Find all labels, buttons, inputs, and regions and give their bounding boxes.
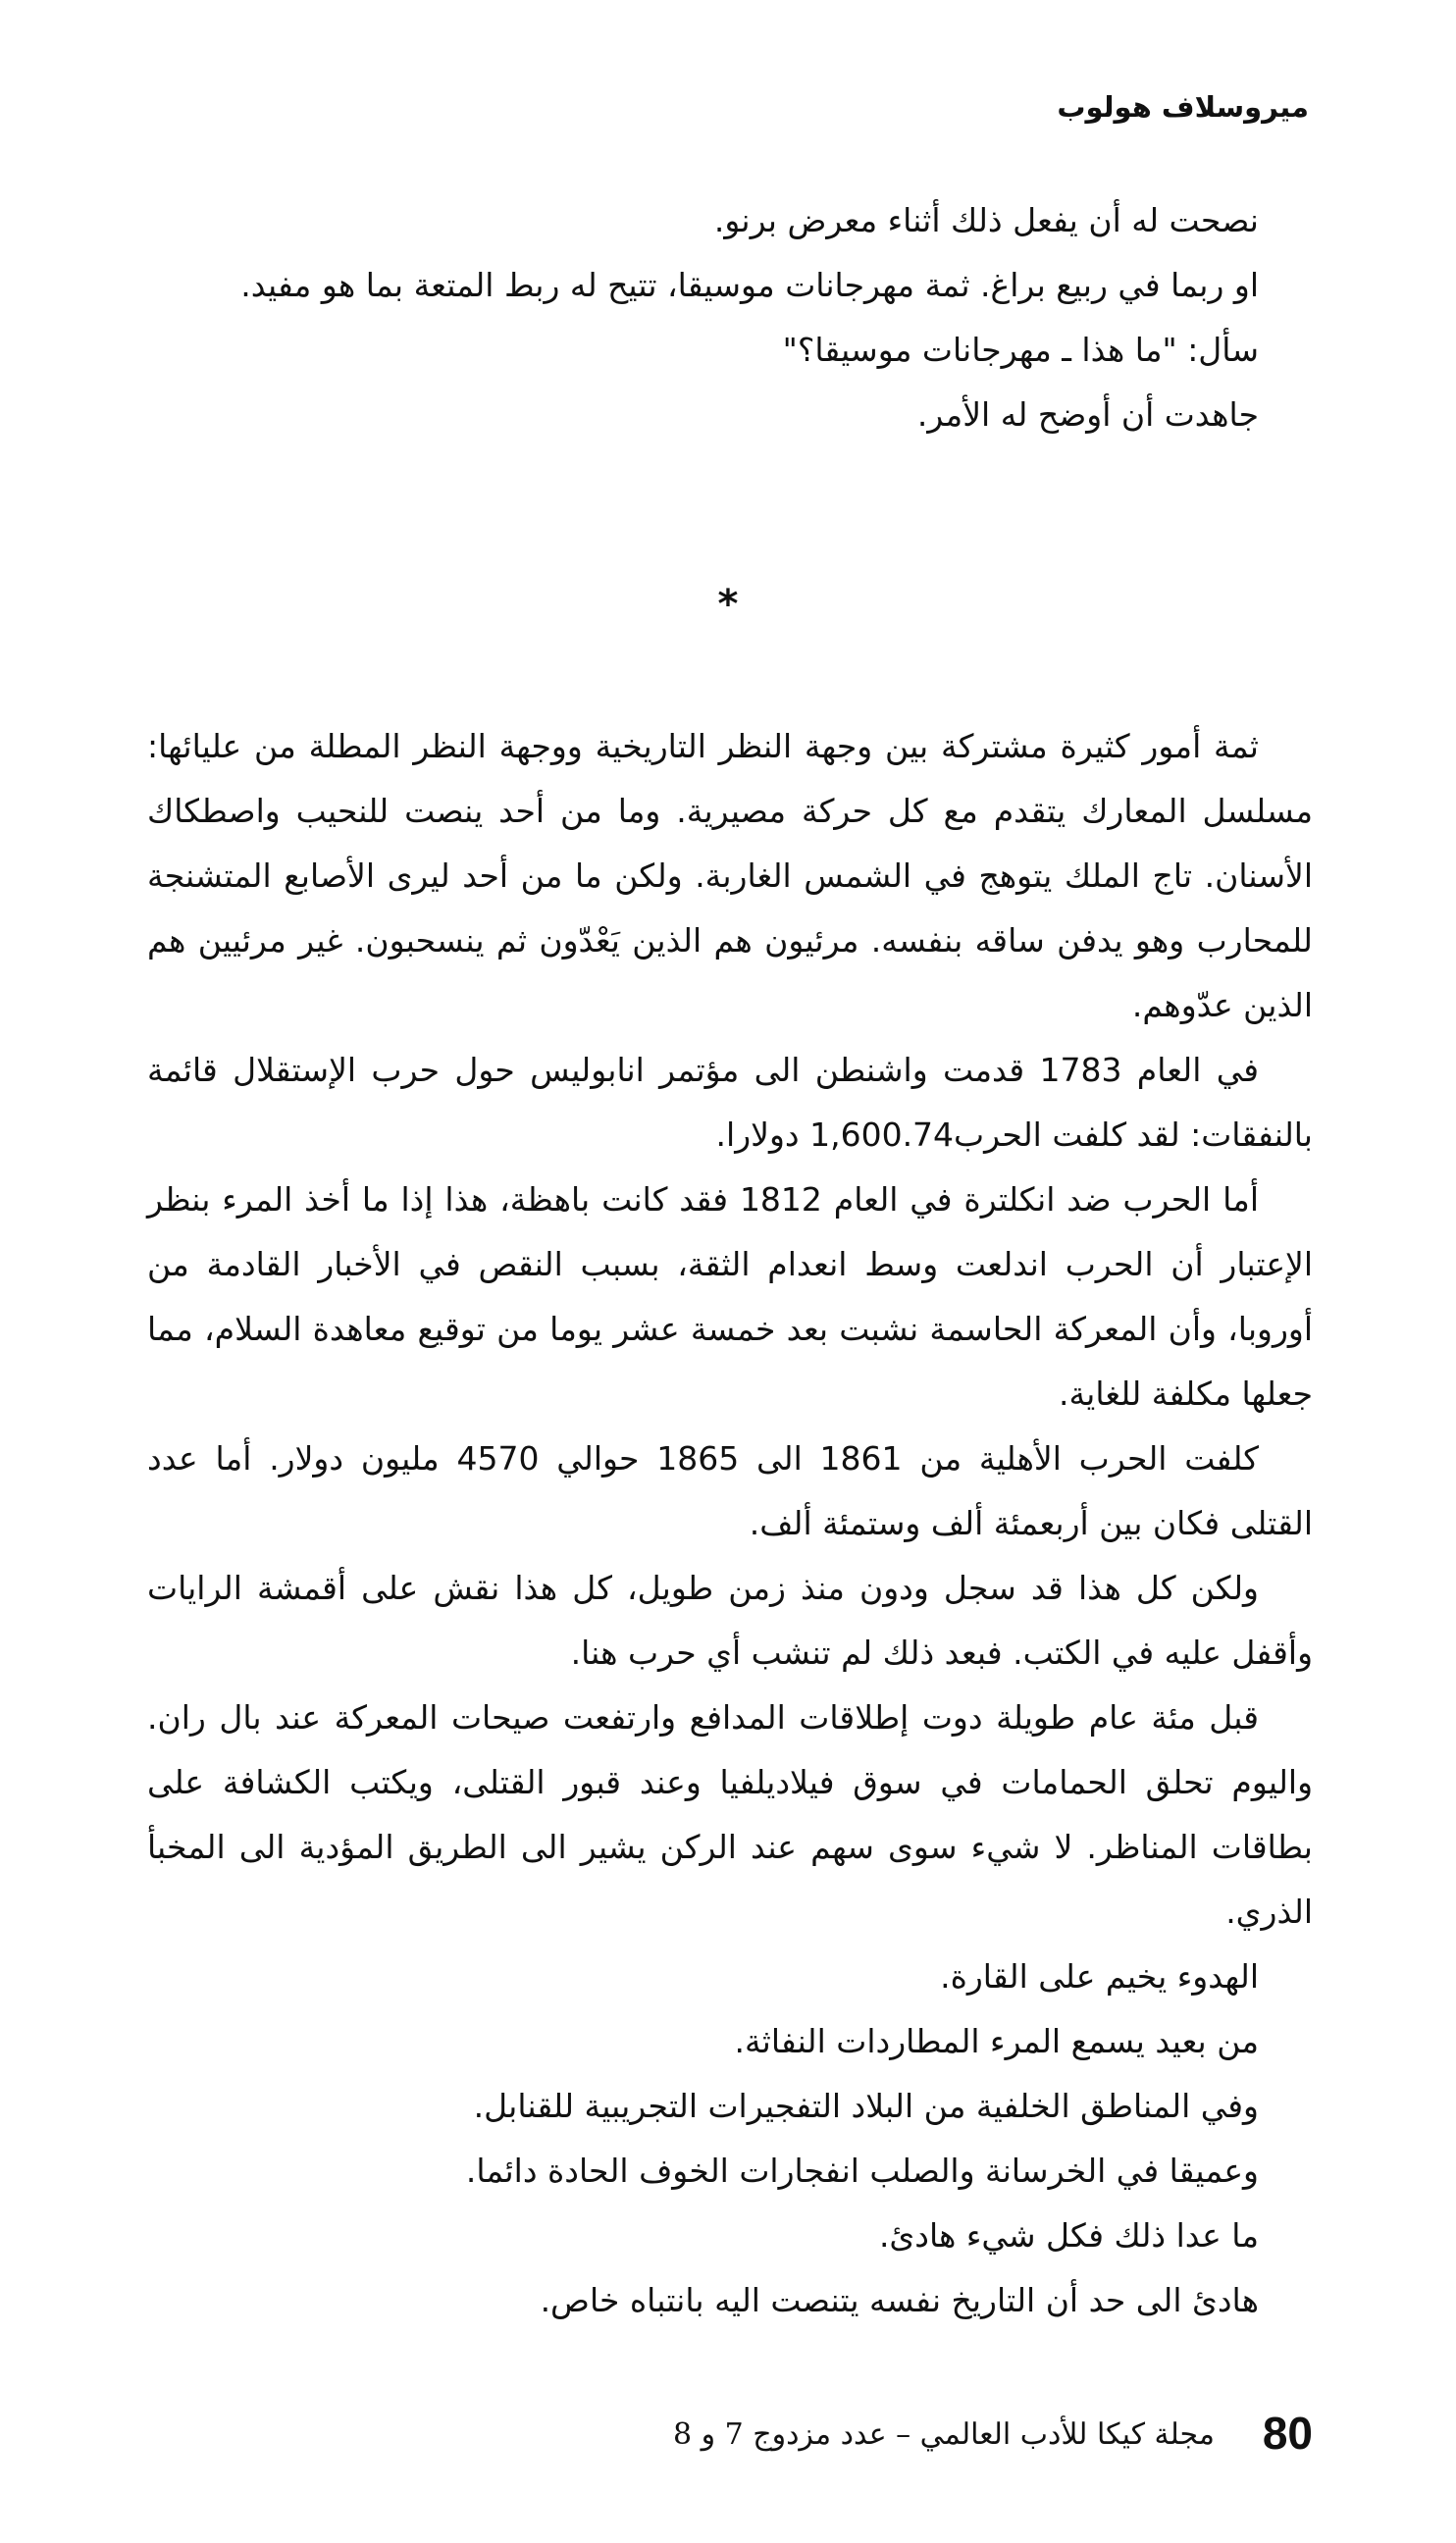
- body-paragraph: ثمة أمور كثيرة مشتركة بين وجهة النظر التاريخية ووجهة النظر المطلة من عليائها: مسلسل المعارك يتقدم مع كل حركة مصيرية. وما من أحد ينصت للنحيب واصطكاك الأسنان. تاج الملك يتوهج في الشمس الغاربة. ولكن ما من أحد ليرى الأصابع المتشنجة للمحارب وهو يدفن ساقه بنفسه. مرئيون هم الذين يَعْدّون ثم ينسحبون. غير مرئيين هم الذين عدّوهم.: [147, 727, 1313, 1024]
- verse-line: ما عدا ذلك فكل شيء هادئ.: [878, 2216, 1259, 2255]
- intro-text-block: [147, 188, 1313, 447]
- body-paragraph: قبل مئة عام طويلة دوت إطلاقات المدافع وارتفعت صيحات المعركة عند بال ران. واليوم تحلق الحمامات في سوق فيلاديلفيا وعند قبور القتلى، ويكتب الكشافة على بطاقات المناظر. لا شيء سوى سهم عند الركن يشير الى الطريق المؤدية الى المخبأ الذري.: [147, 1698, 1313, 1931]
- body-paragraph: ولكن كل هذا قد سجل ودون منذ زمن طويل، كل هذا نقش على أقمشة الرايات وأقفل عليه في الكتب. فبعد ذلك لم تنشب أي حرب هنا.: [147, 1569, 1313, 1672]
- body-paragraph: في العام 1783 قدمت واشنطن الى مؤتمر انابوليس حول حرب الإستقلال قائمة بالنفقات: لقد كلفت الحرب1,600.74 دولارا.: [147, 1051, 1313, 1154]
- verse-line: الهدوء يخيم على القارة.: [940, 1957, 1259, 1996]
- verse-line: وفي المناطق الخلفية من البلاد التفجيرات التجريبية للقنابل.: [473, 2087, 1259, 2125]
- body-paragraph: كلفت الحرب الأهلية من 1861 الى 1865 حوالي 4570 مليون دولار. أما عدد القتلى فكان بين أربعمئة ألف وستمئة ألف.: [147, 1439, 1313, 1542]
- intro-paragraph: سأل: "ما هذا ـ مهرجانات موسيقا؟": [782, 331, 1259, 369]
- verse-line: وعميقا في الخرسانة والصلب انفجارات الخوف الحادة دائما.: [465, 2152, 1259, 2190]
- page-footer: [147, 2404, 1313, 2463]
- intro-paragraph: نصحت له أن يفعل ذلك أثناء معرض برنو.: [713, 201, 1259, 239]
- verse-line: من بعيد يسمع المرء المطاردات النفاثة.: [734, 2022, 1259, 2060]
- running-header: ميروسلاف هولوب: [1057, 90, 1309, 124]
- journal-title: مجلة كيكا للأدب العالمي – عدد مزدوج 7 و 8: [672, 2417, 1215, 2452]
- verse-line: هادئ الى حد أن التاريخ نفسه يتنصت اليه بانتباه خاص.: [540, 2281, 1259, 2319]
- body-paragraph: أما الحرب ضد انكلترة في العام 1812 فقد كانت باهظة، هذا إذا ما أخذ المرء بنظر الإعتبار أن الحرب اندلعت وسط انعدام الثقة، بسبب النقص في الأخبار القادمة من أوروبا، وأن المعركة الحاسمة نشبت بعد خمسة عشر يوما من توقيع معاهدة السلام، مما جعلها مكلفة للغاية.: [147, 1180, 1313, 1413]
- section-separator: *: [717, 582, 739, 627]
- intro-paragraph: او ربما في ربيع براغ. ثمة مهرجانات موسيقا، تتيح له ربط المتعة بما هو مفيد.: [240, 266, 1259, 304]
- intro-paragraph: جاهدت أن أوضح له الأمر.: [916, 395, 1259, 434]
- page-number: 80: [1262, 2408, 1313, 2459]
- main-text-block: [147, 714, 1313, 2333]
